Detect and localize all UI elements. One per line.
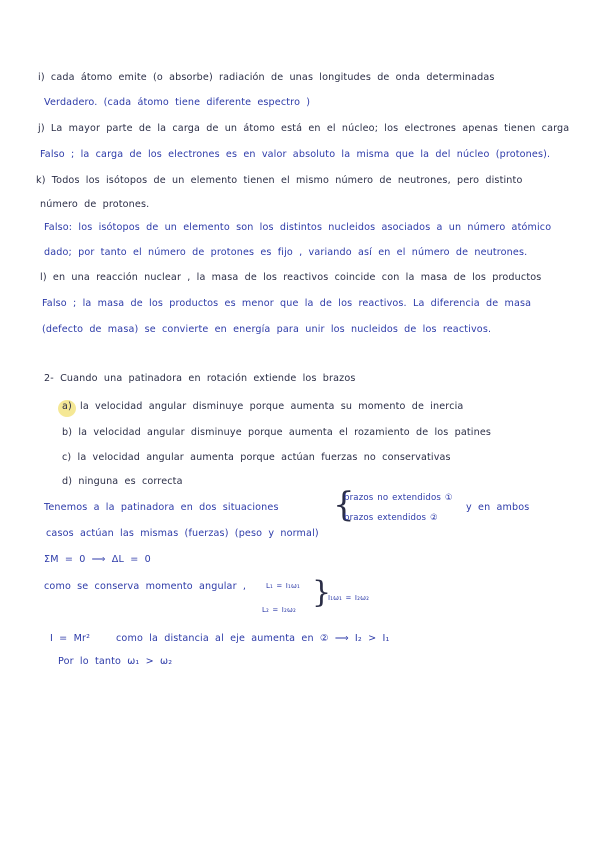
L2-equation: L₂ = I₂ω₂	[262, 606, 296, 614]
L1-equation: L₁ = I₁ω₁	[266, 582, 300, 590]
answer-j: Falso ; la carga de los electrones es en valor absoluto la misma que la del núcleo (protones).	[40, 149, 551, 160]
option-d: d) ninguna es correcta	[62, 476, 183, 487]
momentum-brace: }	[312, 575, 332, 610]
question-i: i) cada átomo emite (o absorbe) radiación de unas longitudes de onda determinadas	[38, 72, 495, 83]
momentum-result: I₁ω₁ = I₂ω₂	[328, 594, 370, 602]
situations-intro: Tenemos a la patinadora en dos situaciones	[44, 502, 279, 513]
option-c: c) la velocidad angular aumenta porque actúan fuerzas no conservativas	[62, 452, 451, 463]
option-b: b) la velocidad angular disminuye porque aumenta el rozamiento de los patines	[62, 427, 492, 438]
situations-continued: casos actúan las mismas (fuerzas) (peso y normal)	[46, 528, 319, 539]
question-l: l) en una reacción nuclear , la masa de los reactivos coincide con la masa de los productos	[40, 272, 542, 283]
situations-tail: y en ambos	[466, 502, 530, 513]
situation-2: brazos extendidos ②	[344, 513, 438, 523]
option-a: la velocidad angular disminuye porque aumenta su momento de inercia	[80, 401, 464, 412]
answer-i: Verdadero. (cada átomo tiene diferente espectro )	[44, 97, 311, 108]
inertia-text: como la distancia al eje aumenta en ② ⟹ I₂ > I₁	[116, 633, 390, 644]
answer-l-line2: (defecto de masa) se convierte en energía para unir los nucleidos de los reactivos.	[42, 324, 492, 335]
answer-k-line2: dado; por tanto el número de protones es fijo , variando así en el número de neutrones.	[44, 247, 528, 258]
conservation-text: como se conserva momento angular ,	[44, 581, 247, 592]
option-a-letter: a)	[62, 401, 72, 412]
conclusion: Por lo tanto ω₁ > ω₂	[58, 656, 173, 667]
situations-brace: {	[333, 485, 355, 525]
answer-l-line1: Falso ; la masa de los productos es menor que la de los reactivos. La diferencia de masa	[42, 298, 532, 309]
question-k-line2: número de protones.	[40, 199, 150, 210]
question-j: j) La mayor parte de la carga de un átomo está en el núcleo; los electrones apenas tienen carga	[38, 123, 570, 134]
inertia-formula: I = Mr²	[50, 633, 91, 644]
question-2: 2- Cuando una patinadora en rotación extiende los brazos	[44, 373, 356, 384]
situation-1: brazos no extendidos ①	[344, 493, 453, 503]
answer-k-line1: Falso: los isótopos de un elemento son los distintos nucleidos asociados a un número atómico	[44, 222, 552, 233]
momentum-equation: ΣM = 0 ⟹ ΔL = 0	[44, 554, 151, 565]
question-k-line1: k) Todos los isótopos de un elemento tienen el mismo número de neutrones, pero distinto	[36, 175, 523, 186]
